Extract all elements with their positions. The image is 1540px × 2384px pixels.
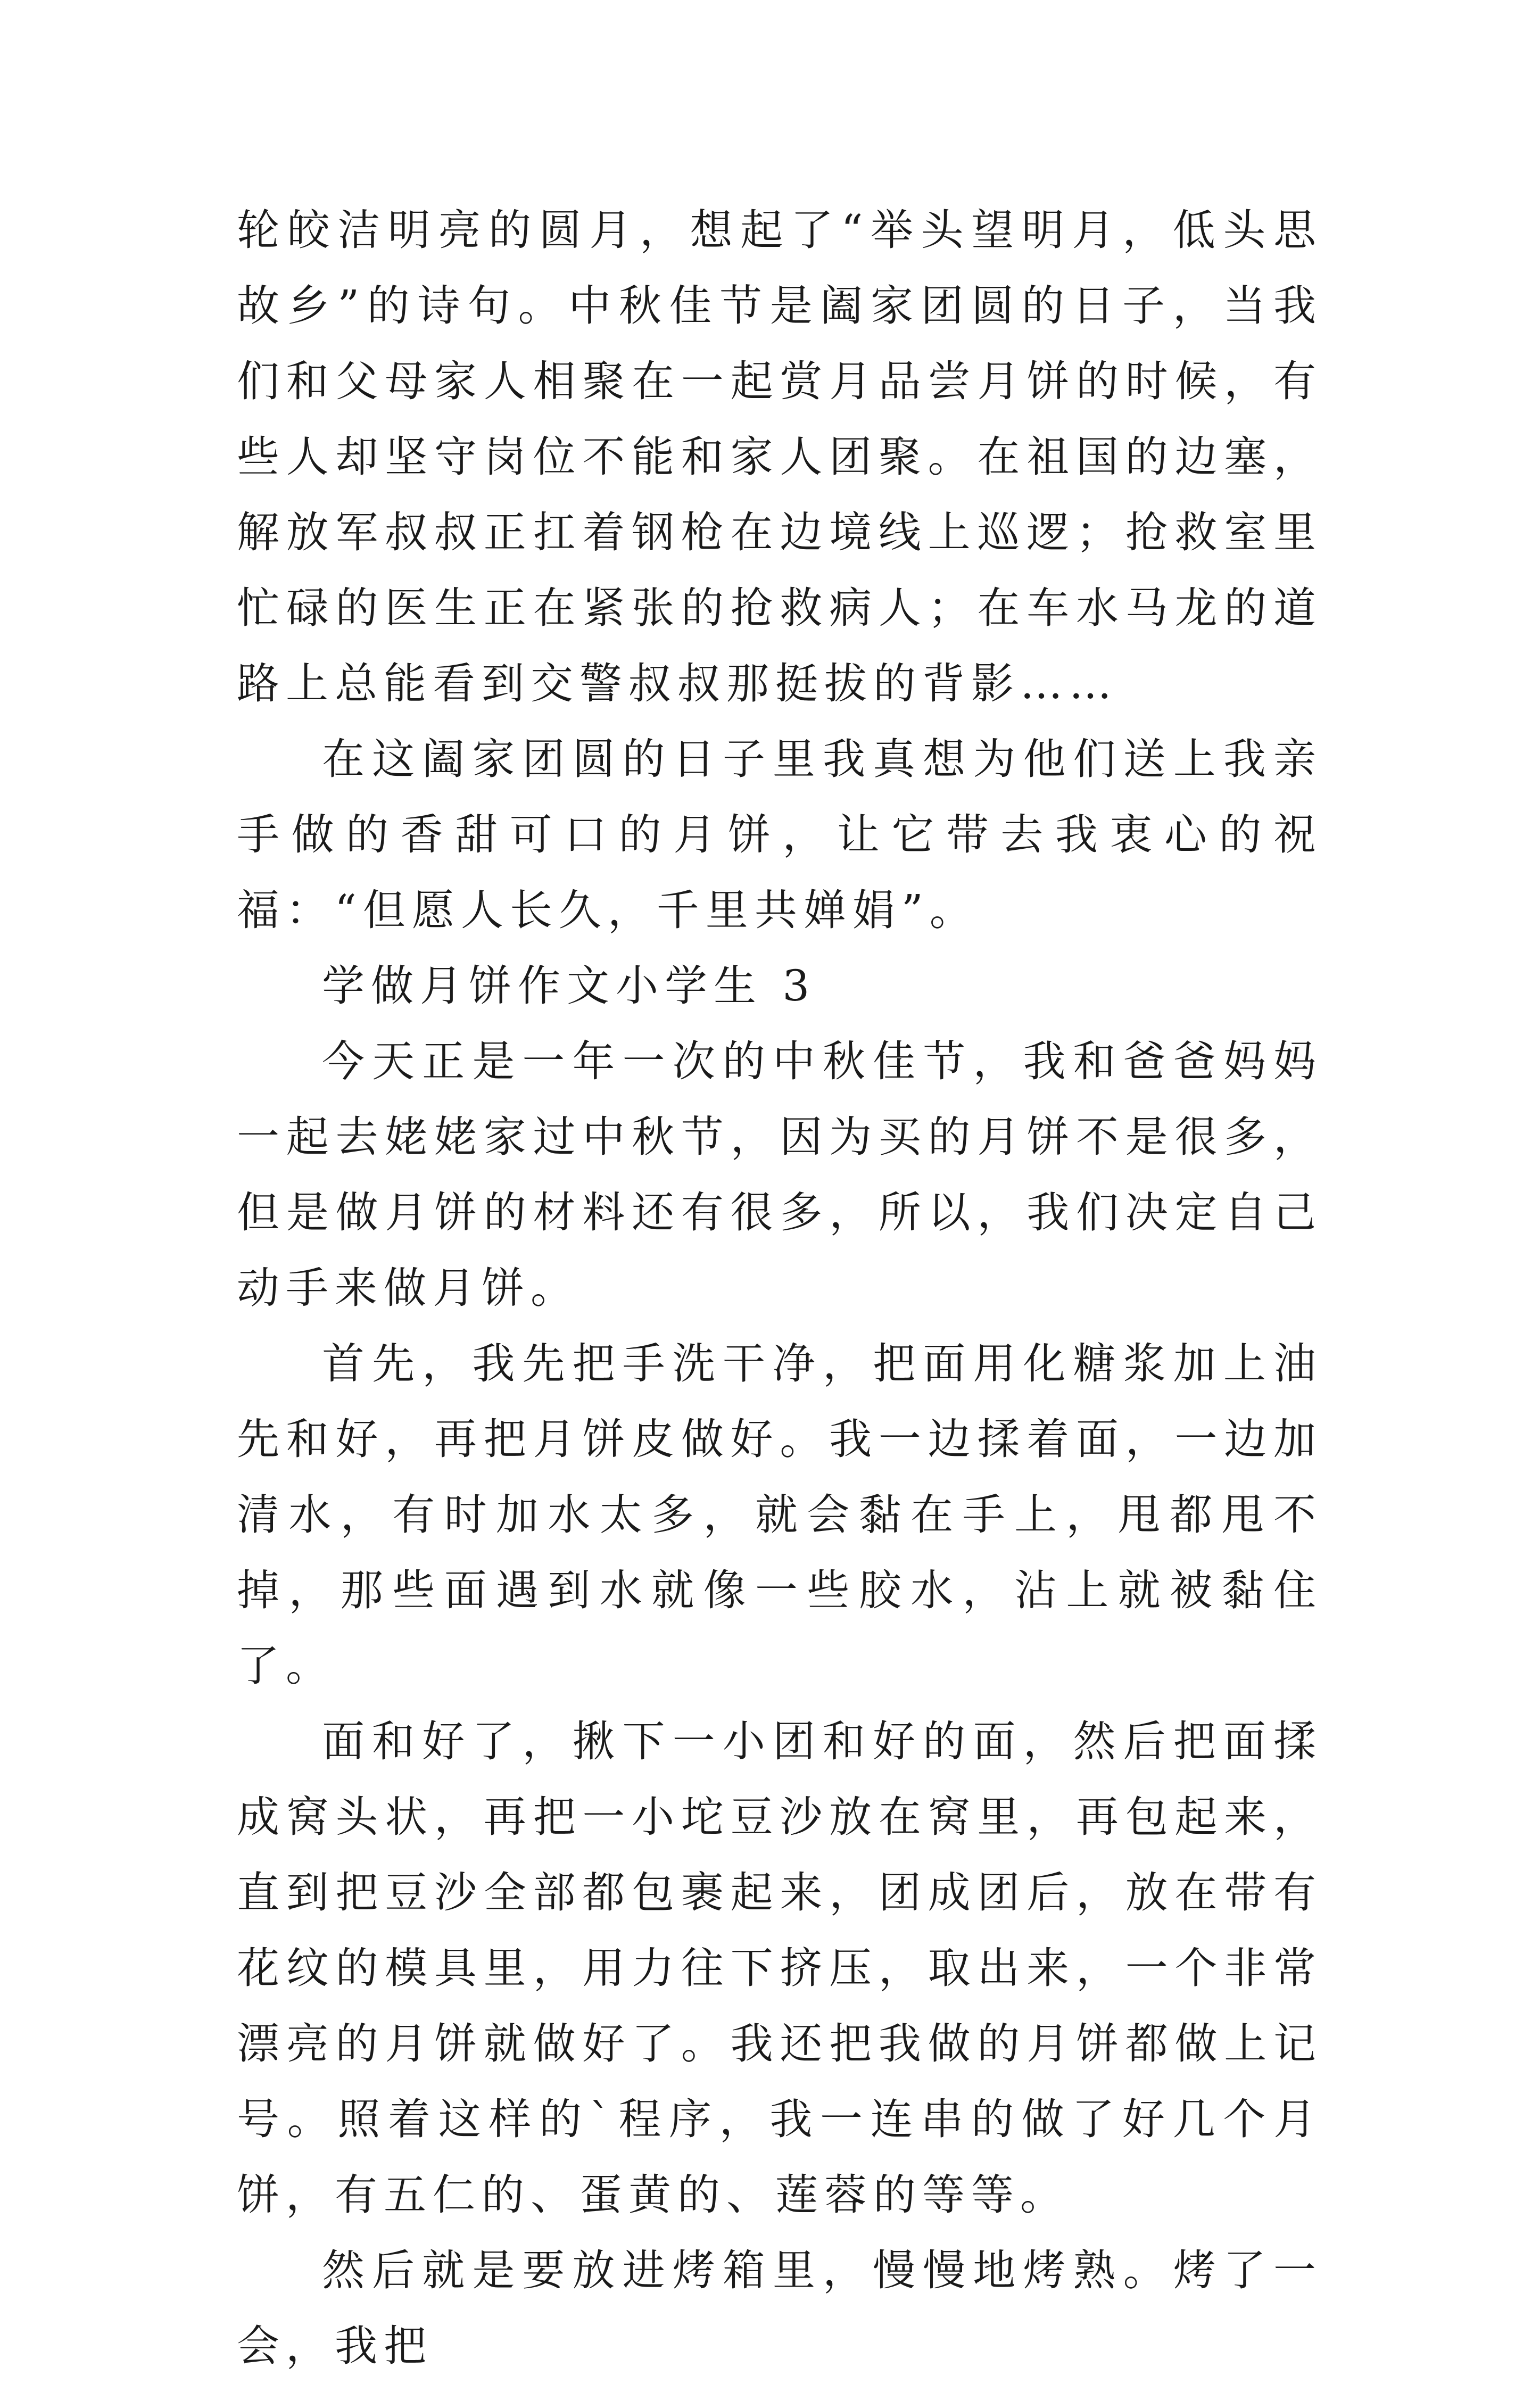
document-body — [237, 193, 1322, 2384]
paragraph-dough: 首先，我先把手洗干净，把面用化糖浆加上油先和好，再把月饼皮做好。我一边揉着面，一边加清水，有时加水太多，就会黏在手上，甩都甩不掉，那些面遇到水就像一些胶水，沾上就被黏住了。 — [237, 1339, 1322, 1691]
paragraph-continued: 轮皎洁明亮的圆月，想起了“举头望明月，低头思故乡”的诗句。中秋佳节是阖家团圆的日子，当我们和父母家人相聚在一起赏月品尝月饼的时候，有些人却坚守岗位不能和家人团聚。在祖国的边塞，解放军叔叔正扛着钢枪在边境线上巡逻；抢救室里忙碌的医生正在紧张的抢救病人；在车水马龙的道路上总能看到交警叔叔那挺拔的背影…… — [237, 205, 1322, 708]
paragraph-wish: 在这阖家团圆的日子里我真想为他们送上我亲手做的香甜可口的月饼，让它带去我衷心的祝福：“但愿人长久，千里共婵娟”。 — [237, 734, 1322, 935]
paragraph-shaping: 面和好了，揪下一小团和好的面，然后把面揉成窝头状，再把一小坨豆沙放在窝里，再包起来，直到把豆沙全部都包裹起来，团成团后，放在带有花纹的模具里，用力往下挤压，取出来，一个非常漂亮的月饼就做好了。我还把我做的月饼都做上记号。照着这样的`程序，我一连串的做了好几个月饼，有五仁的、蛋黄的、莲蓉的等等。 — [237, 1717, 1322, 2220]
paragraph-intro: 今天正是一年一次的中秋佳节，我和爸爸妈妈一起去姥姥家过中秋节，因为买的月饼不是很多，但是做月饼的材料还有很多，所以，我们决定自己动手来做月饼。 — [237, 1037, 1322, 1313]
paragraph-baking: 然后就是要放进烤箱里，慢慢地烤熟。烤了一会，我把 — [237, 2246, 1322, 2371]
section-title: 学做月饼作文小学生 3 — [322, 961, 816, 1011]
